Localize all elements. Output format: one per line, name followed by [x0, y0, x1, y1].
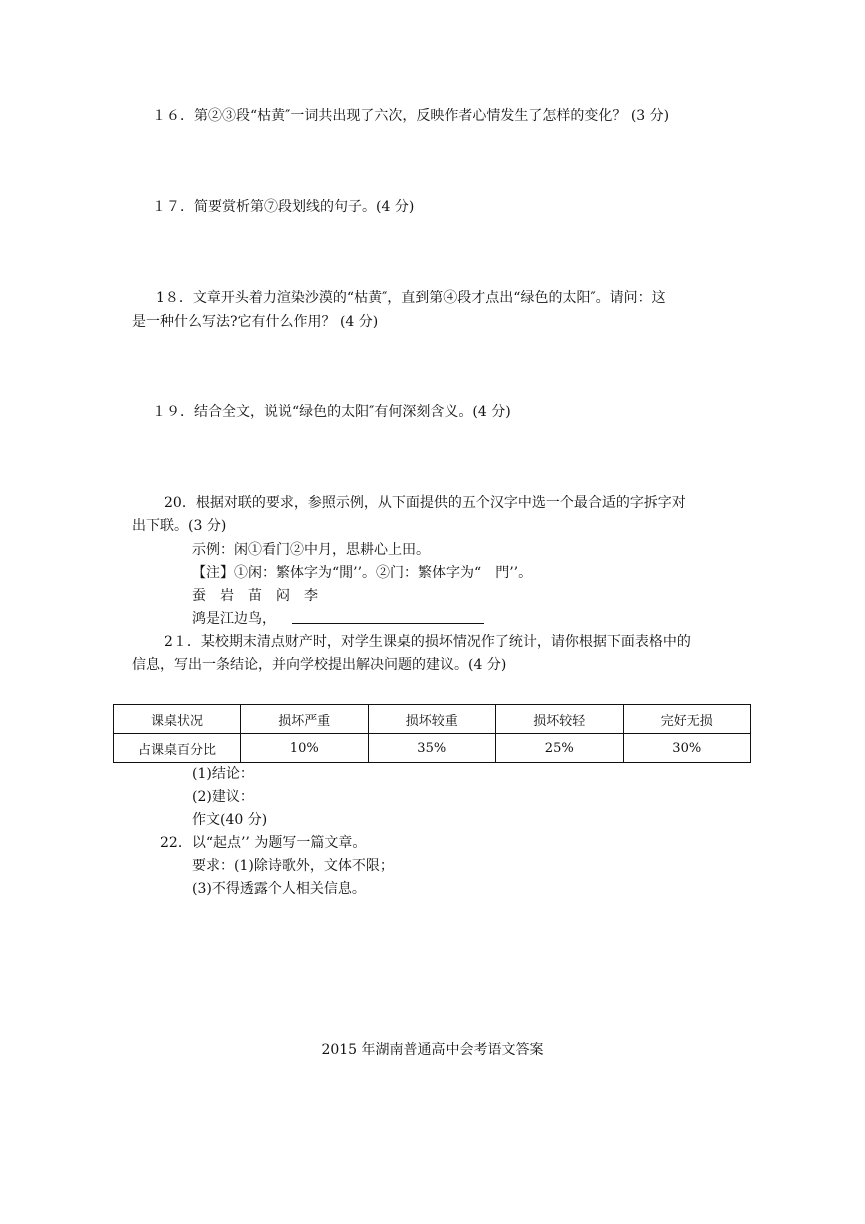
question-22-requirement-3: (3)不得透露个人相关信息。: [192, 881, 366, 897]
question-20-note: 【注】①闲：繁体字为“閒’’。②门：繁体字为“ 門’’。: [192, 565, 533, 581]
question-20-char-options: 蚕 岩 苗 闷 李: [192, 588, 318, 604]
table-header-cell: 损坏较重: [368, 705, 496, 734]
desk-damage-table: [113, 704, 751, 763]
table-row: [114, 734, 751, 763]
table-cell: 35%: [368, 734, 496, 763]
table-cell: 25%: [496, 734, 624, 763]
question-21-line-2: 信息，写出一条结论，并向学校提出解决问题的建议。(4 分): [132, 657, 507, 673]
table-cell: 10%: [241, 734, 369, 763]
table-cell: 30%: [623, 734, 751, 763]
answer-blank-line: [292, 623, 484, 624]
table-header-cell: 课桌状况: [114, 705, 241, 734]
question-21-conclusion: (1)结论：: [192, 766, 254, 782]
question-21-suggestion: (2)建议：: [192, 789, 254, 805]
table-cell: 占课桌百分比: [114, 734, 241, 763]
table-header-cell: 完好无损: [623, 705, 751, 734]
question-16: １６．第②③段“枯黄″一词共出现了六次，反映作者心情发生了怎样的变化？ (3 分): [152, 108, 670, 124]
question-17: １７．简要赏析第⑦段划线的句子。(4 分): [152, 199, 415, 215]
answer-section-title: 2015 年湖南普通高中会考语文答案: [321, 1042, 544, 1058]
question-21-line-1: 2１．某校期末清点财产时，对学生课桌的损坏情况作了统计，请你根据下面表格中的: [164, 634, 691, 650]
question-20-couplet: 鸿是江边鸟，: [192, 611, 276, 627]
question-20-example: 示例：闲①看门②中月，思耕心上田。: [192, 542, 430, 558]
question-20-line-2: 出下联。(3 分): [132, 518, 227, 534]
essay-heading: 作文(40 分): [192, 812, 268, 828]
question-18-line-2: 是一种什么写法?它有什么作用？ (4 分): [132, 314, 379, 330]
question-22-requirement-1: 要求：(1)除诗歌外，文体不限；: [192, 858, 394, 874]
table-header-row: [114, 705, 751, 734]
table-header-cell: 损坏较轻: [496, 705, 624, 734]
question-20-line-1: 20．根据对联的要求，参照示例，从下面提供的五个汉字中选一个最合适的字拆字对: [164, 495, 686, 511]
question-18-line-1: 1８．文章开头着力渲染沙漠的“枯黄″，直到第④段才点出“绿色的太阳″。请问：这: [156, 290, 666, 306]
question-19: １９．结合全文，说说“绿色的太阳″有何深刻含义。(4 分): [152, 404, 511, 420]
question-22: 22．以“起点’’ 为题写一篇文章。: [160, 835, 367, 851]
table-header-cell: 损坏严重: [241, 705, 369, 734]
